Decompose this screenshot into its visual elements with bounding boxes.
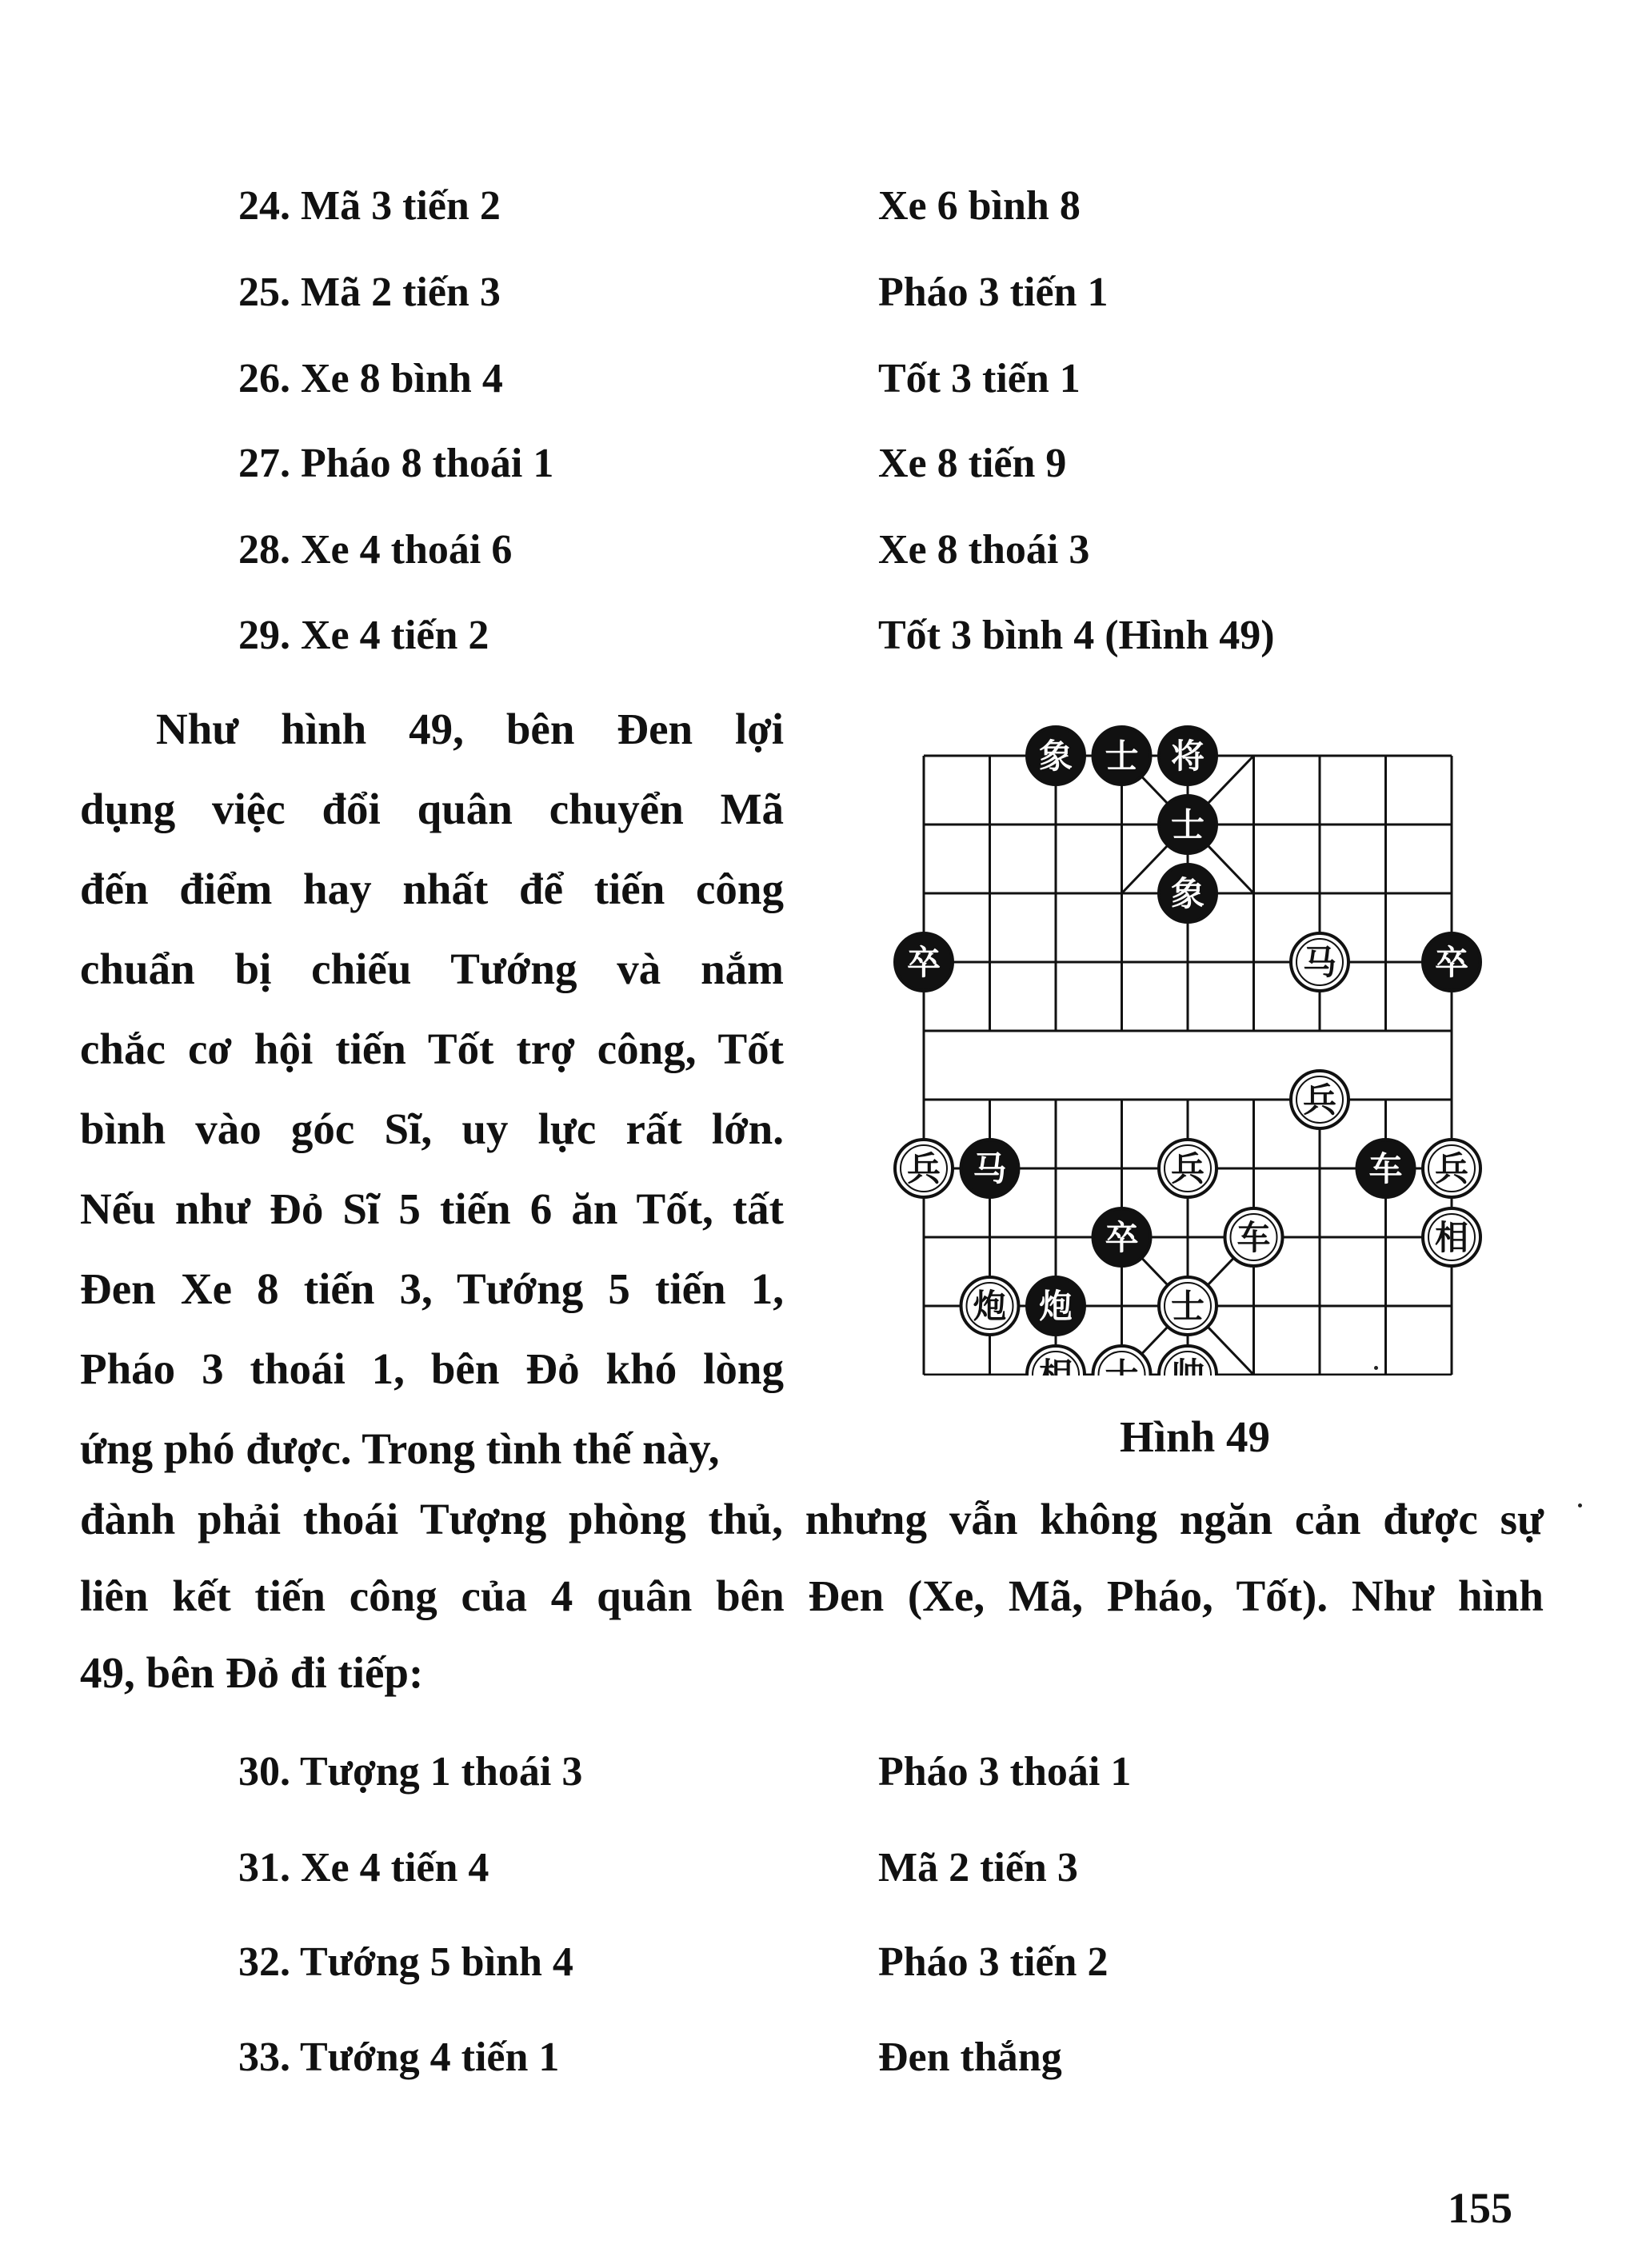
move-red: 27. Pháo 8 thoái 1 (238, 441, 554, 486)
xiangqi-piece-red (1159, 1140, 1217, 1197)
move-row (0, 269, 1638, 333)
piece-label: 车 (1368, 1149, 1403, 1188)
paragraph-line: đành phải thoái Tượng phòng thủ, nhưng vẫn không ngăn cản được sự (80, 1495, 1544, 1543)
paragraph-line: Pháo 3 thoái 1, bên Đỏ khó lòng (80, 1344, 784, 1393)
piece-label: 将 (1170, 737, 1205, 776)
move-row (0, 1748, 1638, 1812)
move-red: 24. Mã 3 tiến 2 (238, 183, 501, 229)
move-row (0, 355, 1638, 419)
move-black: Pháo 3 tiến 1 (878, 270, 1109, 315)
piece-label: 马 (973, 1149, 1007, 1188)
paragraph-wrapped (80, 689, 784, 1489)
move-row (0, 182, 1638, 246)
move-black: Xe 8 tiến 9 (878, 441, 1067, 486)
move-black: Xe 8 thoái 3 (878, 527, 1090, 573)
xiangqi-piece-red (1159, 1277, 1217, 1335)
move-red: 26. Xe 8 bình 4 (238, 356, 503, 401)
paragraph-full (80, 1481, 1544, 1711)
xiangqi-piece-red (1423, 1208, 1480, 1266)
piece-label: 马 (1302, 943, 1337, 982)
xiangqi-piece-red (1159, 1346, 1217, 1376)
move-red: 29. Xe 4 tiến 2 (238, 613, 489, 658)
move-red: 25. Mã 2 tiến 3 (238, 270, 501, 315)
piece-label: 兵 (1170, 1149, 1205, 1188)
move-red: 33. Tướng 4 tiến 1 (238, 2034, 560, 2080)
xiangqi-piece-black (1093, 1208, 1151, 1266)
piece-label: 兵 (906, 1149, 941, 1188)
xiangqi-board-figure (876, 712, 1500, 1376)
xiangqi-piece-black (1159, 727, 1217, 785)
piece-label: 卒 (1105, 1218, 1139, 1257)
xiangqi-piece-black (1423, 933, 1480, 991)
move-row (0, 526, 1638, 590)
xiangqi-piece-black (1357, 1140, 1415, 1197)
xiangqi-piece-black (1027, 727, 1085, 785)
move-black: Tốt 3 bình 4 (Hình 49) (878, 613, 1275, 658)
xiangqi-piece-red (1225, 1208, 1283, 1266)
xiangqi-piece-black (1159, 864, 1217, 922)
paragraph-line: đến điểm hay nhất để tiến công (80, 864, 784, 913)
move-row (0, 612, 1638, 676)
xiangqi-piece-red (1093, 1346, 1151, 1376)
move-row (0, 2034, 1638, 2098)
piece-label: 相 (1038, 1356, 1073, 1376)
move-red: 32. Tướng 5 bình 4 (238, 1939, 573, 1985)
move-black: Đen thắng (878, 2034, 1062, 2080)
piece-label: 象 (1170, 874, 1205, 913)
piece-label: 象 (1038, 737, 1073, 776)
piece-label: 兵 (1302, 1080, 1337, 1120)
piece-label: 车 (1236, 1218, 1271, 1257)
xiangqi-board (876, 712, 1500, 1376)
move-red: 28. Xe 4 thoái 6 (238, 527, 513, 573)
xiangqi-piece-black (961, 1140, 1019, 1197)
paragraph-line: Nếu như Đỏ Sĩ 5 tiến 6 ăn Tốt, tất (80, 1184, 784, 1233)
piece-label: 相 (1434, 1218, 1469, 1257)
xiangqi-piece-red (1423, 1140, 1480, 1197)
move-black: Tốt 3 tiến 1 (878, 356, 1081, 401)
xiangqi-piece-black (1093, 727, 1151, 785)
paragraph-line: bình vào góc Sĩ, uy lực rất lớn. (80, 1104, 784, 1153)
xiangqi-piece-red (1291, 1071, 1348, 1128)
move-black: Xe 6 bình 8 (878, 183, 1081, 229)
move-row (0, 440, 1638, 504)
xiangqi-piece-black (1159, 796, 1217, 853)
paragraph-line: chuẩn bị chiếu Tướng và nắm (80, 944, 784, 993)
piece-label: 卒 (1434, 943, 1469, 982)
move-black: Pháo 3 tiến 2 (878, 1939, 1109, 1985)
piece-label: 兵 (1434, 1149, 1469, 1188)
paragraph-line: liên kết tiến công của 4 quân bên Đen (Xe, Mã, Pháo, Tốt). Như hình (80, 1571, 1544, 1620)
piece-label: 士 (1170, 1287, 1205, 1326)
paragraph-line: dụng việc đổi quân chuyển Mã (80, 785, 784, 833)
piece-label: 士 (1105, 1356, 1139, 1376)
xiangqi-piece-black (895, 933, 953, 991)
xiangqi-piece-red (1027, 1346, 1085, 1376)
piece-label: 士 (1105, 737, 1139, 776)
paragraph-line: Đen Xe 8 tiến 3, Tướng 5 tiến 1, (80, 1264, 784, 1313)
move-black: Mã 2 tiến 3 (878, 1845, 1078, 1891)
paragraph-line: chắc cơ hội tiến Tốt trợ công, Tốt (80, 1024, 784, 1073)
piece-label: 卒 (906, 943, 941, 982)
move-row (0, 1844, 1638, 1908)
piece-label: 炮 (973, 1287, 1007, 1326)
paragraph-line: ứng phó được. Trong tình thế này, (80, 1424, 720, 1473)
piece-label: 帅 (1170, 1356, 1205, 1376)
piece-label: 士 (1170, 805, 1205, 845)
xiangqi-piece-red (961, 1277, 1019, 1335)
move-row (0, 1939, 1638, 2002)
paragraph-line: 49, bên Đỏ đi tiếp: (80, 1648, 424, 1697)
xiangqi-piece-black (1027, 1277, 1085, 1335)
stray-dot (1578, 1503, 1582, 1507)
xiangqi-piece-red (895, 1140, 953, 1197)
move-red: 31. Xe 4 tiến 4 (238, 1845, 489, 1891)
figure-caption: Hình 49 (1120, 1412, 1270, 1461)
move-red: 30. Tượng 1 thoái 3 (238, 1749, 583, 1795)
stray-dot (1374, 1366, 1378, 1370)
xiangqi-piece-red (1291, 933, 1348, 991)
piece-label: 炮 (1038, 1287, 1073, 1326)
paragraph-line: Như hình 49, bên Đen lợi (156, 705, 784, 753)
move-black: Pháo 3 thoái 1 (878, 1749, 1132, 1795)
page-number: 155 (1448, 2184, 1512, 2232)
